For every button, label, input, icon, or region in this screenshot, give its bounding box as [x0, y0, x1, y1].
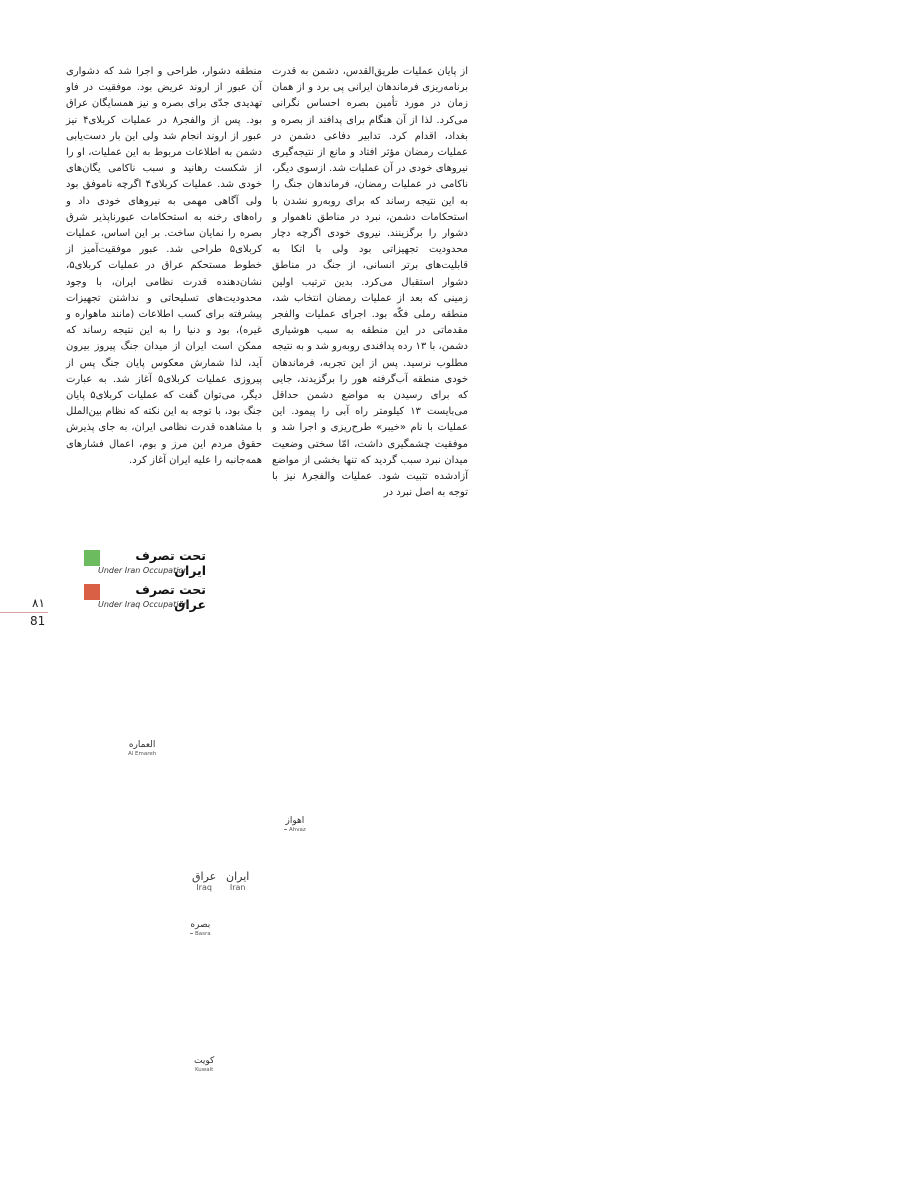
legend-iran-swatch [84, 550, 100, 566]
map-label-amara-en: Al Emareh [128, 751, 157, 757]
map-label-ahvaz [284, 816, 306, 834]
map-label-iraq-fa: عراق [192, 870, 217, 883]
page-number-fa: ۸۱ [32, 596, 45, 610]
page-number-rule [0, 612, 48, 613]
map-label-ahvaz-fa: اهواز [285, 816, 305, 826]
article-column-right [272, 64, 468, 501]
legend-iraq-label: تحت تصرف عراق [135, 582, 206, 612]
article-paragraph-left: منطقه دشوار، طراحی و اجرا شد که دشواری آن عبور از اروند عریض بود. موفقیت در فاو تهدیدی جدّی برای بصره و نیز همسایگان عراق بود. پس از والفجر۸ در عملیات کربلای۴ نیز عبور از اروند انجام شد ولی این بار دست‌یابی دشمن به اطلاعات مربوط به این عملیات، او را از شکست رهانید و سبب ناکامی یگان‌های خودی شد. عملیات کربلای۴ اگرچه ناموفق بود ولی آگاهی مهمی به نیروهای خودی داد و راه‌های رخنه به استحکامات عبورناپذیر شرق بصره را نمایان ساخت. بر این اساس، عملیات کربلای۵ طراحی شد. عبور موفقیت‌آمیز از خطوط مستحکم عراق در عملیات کربلای۵، نشان‌دهنده قدرت نظامی ایران، با وجود محدودیت‌های تسلیحاتی و نداشتن تجهیزات پیشرفته برای کسب اطلاعات (مانند ماهواره و غیره)، بود و دنیا را به این نتیجه رساند که ممکن است ایران از میدان جنگ پیروز بیرون آید، لذا شمارش معکوس پایان جنگ پس از پیروزی عملیات کربلای۵ آغاز شد. به عبارت دیگر، می‌توان گفت که عملیات کربلای۵ پایان جنگ بود، با توجه به این نکته که نظام بین‌الملل با مشاهده قدرت نظامی ایران، به جای پذیرش حقوق مردم این مرز و بوم، اعمال فشارهای همه‌جانبه را علیه ایران آغاز کرد. [66, 66, 262, 466]
map-label-iran-fa: ایران [226, 870, 250, 883]
map-label-kuwait-en: Kuwait [194, 1067, 214, 1073]
map-label-iran-en: Iran [229, 883, 246, 892]
legend-iran-label: تحت تصرف ایران [135, 548, 206, 578]
map-label-basra-fa: بصره [190, 920, 211, 930]
map-label-amara-fa: العماره [128, 740, 156, 750]
map-label-ahvaz-en: Ahvaz [289, 827, 306, 833]
legend-iran [84, 550, 214, 582]
map-label-basra-en-wrap [190, 931, 211, 938]
map-label-kuwait-fa: کویت [194, 1056, 215, 1066]
map-label-iraq-en: Iraq [196, 883, 212, 892]
map-label-ahvaz-en-wrap [284, 827, 306, 834]
map-label-basra [190, 920, 211, 938]
map-label-amara [128, 740, 156, 758]
legend-iraq [84, 584, 214, 616]
page-number-en: 81 [30, 614, 46, 628]
city-marker-icon [190, 933, 193, 934]
map-label-iran [226, 870, 249, 893]
city-marker-icon [284, 829, 287, 830]
map-label-kuwait [194, 1056, 214, 1074]
article-paragraph-right: از پایان عملیات طریق‌القدس، دشمن به قدرت برنامه‌ریزی فرماندهان ایرانی پی برد و از همان زمان در مورد تأمین بصره احساس نگرانی می‌کرد. لذا از آن هنگام برای پدافند از بصره و بغداد، اقدام کرد. تدابیر دفاعی دشمن در عملیات رمضان مؤثر افتاد و مانع از نتیجه‌گیری نیروهای خودی در آن عملیات شد. ازسوی دیگر، ناکامی در عملیات رمضان، فرماندهان جنگ را به این نتیجه رساند که برای روبه‌رو نشدن با استحکامات دشمن، نبرد در مناطق ناهموار و دشوار را برگزینند. نیروی خودی اگرچه دچار محدودیت تجهیزاتی بود ولی با اتکا به قابلیت‌های برتر انسانی، از جنگ در مناطق دشوار استقبال می‌کرد. بدین ترتیب اولین زمینی که بعد از عملیات رمضان انتخاب شد، منطقه رملی فکّه بود. اجرای عملیات والفجر مقدماتی در این منطقه به سبب هوشیاری دشمن، با ۱۳ رده پدافندی روبه‌رو شد و به نتیجه مطلوب نرسید. پس از این تجربه، فرماندهان خودی منطقه آب‌گرفته هور را برگزیدند، جایی که برای رسیدن به مواضع دشمن حداقل می‌بایست ۱۳ کیلومتر راه آبی را پیمود. این عملیات با نام «خیبر» طرح‌ریزی و اجرا شد و موفقیت چشمگیری داشت، امّا سختی وضعیت میدان نبرد سبب گردید که تنها بخشی از مواضع آزادشده تثبیت شود. عملیات والفجر۸ نیز با توجه به اصل نبرد در [272, 66, 469, 499]
legend-iran-label-en: Under Iran Occupation [98, 566, 189, 575]
map-label-basra-en: Basra [195, 931, 211, 937]
legend-iraq-label-en: Under Iraq Occupation [98, 600, 189, 609]
legend-iraq-swatch [84, 584, 100, 600]
map-label-iraq [192, 870, 216, 893]
article-column-left [66, 64, 262, 469]
